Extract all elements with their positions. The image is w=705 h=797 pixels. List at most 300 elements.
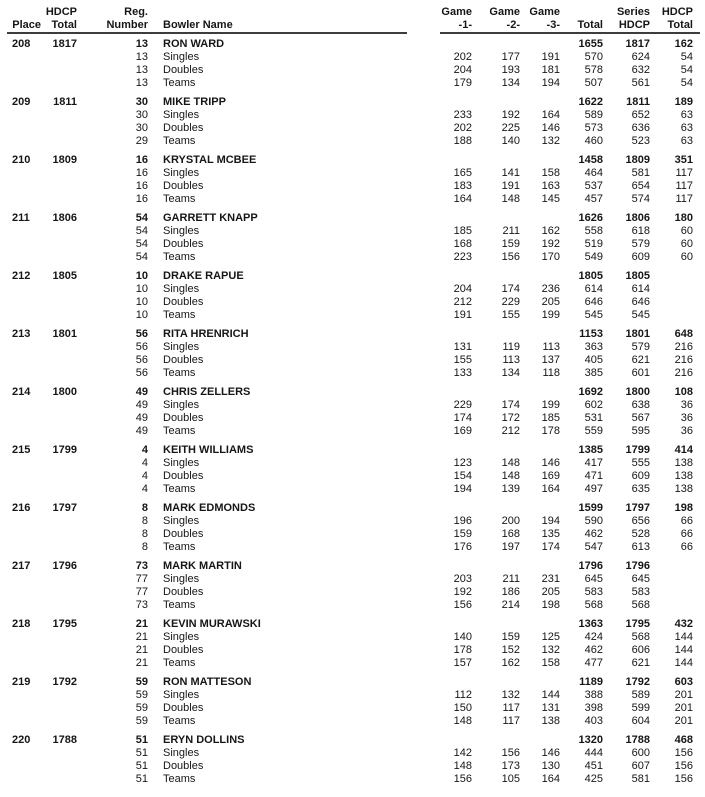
hdcp-cell: 156	[674, 773, 693, 785]
series-hdcp-cell: 1788	[625, 734, 650, 746]
total-cell: 444	[584, 747, 603, 759]
event-label-cell: Doubles	[163, 64, 204, 76]
game3-cell: 185	[541, 412, 560, 424]
series-hdcp-cell: 600	[631, 747, 650, 759]
col-header-game1-line1: Game	[441, 6, 472, 18]
series-hdcp-cell: 609	[631, 470, 650, 482]
reg-number-cell: 8	[141, 502, 148, 514]
event-reg-number-cell: 16	[135, 193, 148, 205]
series-hdcp-cell: 1806	[625, 212, 650, 224]
event-row	[0, 425, 705, 438]
game3-cell: 199	[541, 399, 560, 411]
col-header-hdcp-total	[45, 6, 80, 32]
game3-cell	[520, 676, 560, 689]
hdcp-cell	[650, 599, 693, 612]
hdcp-cell	[650, 283, 693, 296]
hdcp-cell: 117	[675, 180, 693, 192]
total-cell: 1622	[578, 96, 603, 108]
place-cell-empty	[0, 586, 45, 599]
event-reg-number-cell: 4	[141, 470, 148, 482]
header-divider	[0, 32, 705, 36]
col-header-reg-line1: Reg.	[124, 6, 148, 18]
hdcp-total-empty	[45, 773, 80, 786]
series-hdcp-cell: 1801	[625, 328, 650, 340]
event-row	[0, 109, 705, 122]
hdcp-cell: 144	[674, 644, 693, 656]
bowler-name-cell: ERYN DOLLINS	[163, 734, 245, 746]
game1-cell: 203	[453, 573, 472, 585]
hdcp-total-empty	[45, 715, 80, 728]
total-cell: 471	[584, 470, 603, 482]
hdcp-cell: 138	[674, 483, 693, 495]
hdcp-total-empty	[45, 77, 80, 90]
hdcp-cell	[650, 573, 693, 586]
hdcp-cell: 216	[674, 341, 693, 353]
col-header-reg-line2: Number	[106, 19, 148, 31]
event-reg-number-cell: 56	[135, 341, 148, 353]
game2-cell: 186	[501, 586, 520, 598]
total-cell: 1692	[578, 386, 603, 398]
total-cell: 545	[584, 309, 603, 321]
game2-cell: 193	[501, 64, 520, 76]
bowler-summary-row	[0, 96, 705, 109]
place-cell-empty	[0, 341, 45, 354]
hdcp-cell: 54	[680, 77, 693, 89]
col-header-game3	[520, 6, 560, 32]
hdcp-total-empty	[45, 283, 80, 296]
col-header-game3-line2: -3-	[546, 19, 560, 31]
game2-cell: 214	[501, 599, 520, 611]
series-hdcp-cell: 656	[631, 515, 650, 527]
hdcp-total-cell: 1796	[52, 560, 77, 572]
place-cell: 213	[12, 328, 31, 340]
hdcp-cell: 36	[680, 425, 693, 437]
place-cell-empty	[0, 541, 45, 554]
hdcp-cell: 414	[674, 444, 693, 456]
total-cell: 519	[584, 238, 603, 250]
bowler-summary-row	[0, 502, 705, 515]
bowler-summary-row	[0, 734, 705, 747]
hdcp-total-empty	[45, 689, 80, 702]
hdcp-cell	[650, 270, 693, 283]
place-cell-empty	[0, 167, 45, 180]
game1-cell	[420, 328, 472, 341]
game1-cell	[420, 38, 472, 51]
bowler-group	[0, 502, 705, 554]
game1-cell: 164	[453, 193, 472, 205]
series-hdcp-cell: 606	[631, 644, 650, 656]
game3-cell: 135	[541, 528, 560, 540]
game1-cell: 178	[453, 644, 472, 656]
game2-cell	[472, 270, 520, 283]
place-cell-empty	[0, 309, 45, 322]
series-hdcp-cell: 1811	[626, 96, 650, 108]
hdcp-cell: 468	[674, 734, 693, 746]
bowler-name-cell: KRYSTAL MCBEE	[163, 154, 257, 166]
event-label-cell: Doubles	[163, 644, 204, 656]
hdcp-cell: 198	[674, 502, 693, 514]
total-cell: 589	[584, 109, 603, 121]
event-row	[0, 135, 705, 148]
hdcp-total-empty	[45, 341, 80, 354]
series-hdcp-cell: 614	[631, 283, 650, 295]
series-hdcp-cell: 621	[631, 657, 650, 669]
hdcp-cell: 351	[674, 154, 693, 166]
place-cell-empty	[0, 457, 45, 470]
series-hdcp-cell: 1817	[625, 38, 650, 50]
game3-cell: 231	[541, 573, 560, 585]
total-cell: 462	[584, 528, 603, 540]
place-cell-empty	[0, 470, 45, 483]
event-row	[0, 354, 705, 367]
game3-cell: 178	[541, 425, 560, 437]
bowler-summary-row	[0, 38, 705, 51]
place-cell-empty	[0, 64, 45, 77]
col-header-hdcp-right-line1: HDCP	[661, 6, 693, 18]
hdcp-cell: 54	[680, 51, 693, 63]
bowler-summary-row	[0, 676, 705, 689]
game3-cell	[520, 212, 560, 225]
total-cell: 1599	[578, 502, 603, 514]
total-cell: 645	[584, 573, 603, 585]
game3-cell: 158	[541, 167, 560, 179]
game3-cell: 205	[541, 586, 560, 598]
total-cell: 405	[584, 354, 603, 366]
event-label-cell: Teams	[163, 541, 196, 553]
event-label-cell: Singles	[163, 283, 200, 295]
game3-cell: 113	[542, 341, 560, 353]
event-row	[0, 283, 705, 296]
hdcp-total-empty	[45, 64, 80, 77]
event-label-cell: Doubles	[163, 296, 204, 308]
hdcp-cell: 201	[674, 702, 693, 714]
bowler-name-cell: MIKE TRIPP	[163, 96, 226, 108]
event-reg-number-cell: 51	[135, 760, 148, 772]
total-cell: 403	[584, 715, 603, 727]
col-header-total	[560, 6, 603, 32]
game2-cell: 162	[501, 657, 520, 669]
bowler-group	[0, 734, 705, 786]
total-cell: 1626	[578, 212, 603, 224]
reg-number-cell: 16	[135, 154, 148, 166]
bowler-name-cell: KEVIN MURAWSKI	[163, 618, 261, 630]
hdcp-cell: 138	[674, 470, 693, 482]
game2-cell: 229	[501, 296, 520, 308]
hdcp-cell: 63	[680, 109, 693, 121]
hdcp-cell	[650, 586, 693, 599]
hdcp-cell: 189	[674, 96, 693, 108]
game2-cell: 152	[501, 644, 520, 656]
game2-cell: 155	[501, 309, 520, 321]
hdcp-cell: 36	[680, 399, 693, 411]
col-header-total-line2: Total	[577, 19, 603, 31]
reg-number-cell: 54	[135, 212, 148, 224]
series-hdcp-cell: 583	[631, 586, 650, 598]
place-cell-empty	[0, 51, 45, 64]
bowler-summary-row	[0, 270, 705, 283]
event-label-cell: Teams	[163, 773, 196, 785]
bowler-group	[0, 38, 705, 90]
game3-cell: 125	[541, 631, 560, 643]
total-cell: 568	[584, 599, 603, 611]
event-label-cell: Teams	[163, 599, 196, 611]
total-cell: 1796	[578, 560, 603, 572]
series-hdcp-cell: 568	[631, 631, 650, 643]
place-cell-empty	[0, 715, 45, 728]
event-reg-number-cell: 13	[135, 77, 148, 89]
event-row	[0, 702, 705, 715]
col-header-hdcp-right-line2: Total	[667, 19, 693, 31]
game3-cell: 194	[541, 77, 560, 89]
place-cell-empty	[0, 599, 45, 612]
hdcp-cell: 432	[674, 618, 693, 630]
event-row	[0, 399, 705, 412]
game2-cell: 225	[501, 122, 520, 134]
game2-cell	[472, 676, 520, 689]
event-row	[0, 573, 705, 586]
col-header-place	[0, 6, 45, 32]
game2-cell	[472, 734, 520, 747]
hdcp-total-empty	[45, 167, 80, 180]
game1-cell: 148	[453, 760, 472, 772]
total-cell: 460	[584, 135, 603, 147]
event-label-cell: Doubles	[163, 122, 204, 134]
event-label-cell: Teams	[163, 77, 196, 89]
game3-cell: 163	[541, 180, 560, 192]
hdcp-total-empty	[45, 528, 80, 541]
series-hdcp-cell: 1792	[625, 676, 650, 688]
place-cell: 210	[12, 154, 31, 166]
game1-cell: 168	[453, 238, 472, 250]
event-label-cell: Singles	[163, 341, 200, 353]
game2-cell: 113	[502, 354, 520, 366]
col-header-hdcp-total-right	[650, 6, 693, 32]
game1-cell: 223	[453, 251, 472, 263]
game1-cell: 156	[453, 599, 472, 611]
col-header-bowler-line2: Bowler Name	[163, 19, 233, 31]
game1-cell: 185	[453, 225, 472, 237]
hdcp-total-cell: 1800	[52, 386, 77, 398]
hdcp-total-empty	[45, 747, 80, 760]
place-cell-empty	[0, 773, 45, 786]
game2-cell: 173	[501, 760, 520, 772]
event-label-cell: Singles	[163, 399, 200, 411]
event-row	[0, 64, 705, 77]
standings-body	[0, 38, 705, 786]
col-header-game2-line2: -2-	[506, 19, 520, 31]
series-hdcp-cell: 1805	[625, 270, 650, 282]
event-label-cell: Singles	[163, 515, 200, 527]
hdcp-total-cell: 1799	[52, 444, 77, 456]
event-label-cell: Doubles	[163, 470, 204, 482]
game1-cell	[420, 734, 472, 747]
event-reg-number-cell: 8	[141, 541, 148, 553]
series-hdcp-cell: 604	[631, 715, 650, 727]
game2-cell: 148	[501, 193, 520, 205]
event-label-cell: Teams	[163, 251, 196, 263]
total-cell: 424	[584, 631, 603, 643]
game1-cell	[420, 618, 472, 631]
hdcp-total-empty	[45, 760, 80, 773]
hdcp-total-empty	[45, 631, 80, 644]
hdcp-cell	[650, 309, 693, 322]
bowler-name-cell: RON MATTESON	[163, 676, 252, 688]
event-label-cell: Singles	[163, 167, 200, 179]
hdcp-cell: 63	[680, 135, 693, 147]
hdcp-cell: 63	[680, 122, 693, 134]
total-cell: 570	[584, 51, 603, 63]
event-row	[0, 412, 705, 425]
series-hdcp-cell: 523	[631, 135, 650, 147]
event-label-cell: Singles	[163, 747, 200, 759]
bowler-name-cell: RITA HRENRICH	[163, 328, 249, 340]
event-reg-number-cell: 21	[135, 644, 148, 656]
hdcp-total-empty	[45, 180, 80, 193]
place-cell: 208	[12, 38, 31, 50]
game1-cell: 192	[453, 586, 472, 598]
series-hdcp-cell: 609	[631, 251, 650, 263]
game1-cell: 183	[453, 180, 472, 192]
event-reg-number-cell: 30	[135, 109, 148, 121]
game1-cell: 212	[453, 296, 472, 308]
series-hdcp-cell: 607	[631, 760, 650, 772]
hdcp-cell: 108	[674, 386, 693, 398]
game3-cell: 164	[541, 109, 560, 121]
event-reg-number-cell: 13	[135, 64, 148, 76]
event-reg-number-cell: 54	[135, 238, 148, 250]
series-hdcp-cell: 646	[631, 296, 650, 308]
hdcp-cell: 162	[674, 38, 693, 50]
series-hdcp-cell: 618	[631, 225, 650, 237]
game3-cell	[520, 560, 560, 573]
hdcp-total-empty	[45, 644, 80, 657]
place-cell-empty	[0, 283, 45, 296]
place-cell-empty	[0, 747, 45, 760]
event-reg-number-cell: 59	[135, 715, 148, 727]
place-cell-empty	[0, 515, 45, 528]
event-label-cell: Singles	[163, 689, 200, 701]
hdcp-cell: 156	[674, 747, 693, 759]
hdcp-cell: 201	[674, 689, 693, 701]
col-header-hdcp-total-line1: HDCP	[45, 6, 77, 18]
game3-cell	[520, 328, 560, 341]
reg-number-cell: 10	[135, 270, 148, 282]
place-cell-empty	[0, 412, 45, 425]
event-reg-number-cell: 10	[135, 309, 148, 321]
game2-cell: 105	[501, 773, 520, 785]
game1-cell	[420, 502, 472, 515]
col-header-place-line1	[0, 6, 41, 19]
col-header-game2-line1: Game	[489, 6, 520, 18]
game1-cell: 159	[453, 528, 472, 540]
series-hdcp-cell: 636	[631, 122, 650, 134]
game2-cell	[472, 618, 520, 631]
event-row	[0, 51, 705, 64]
total-cell: 578	[584, 64, 603, 76]
game1-cell	[420, 270, 472, 283]
hdcp-total-empty	[45, 109, 80, 122]
game1-cell: 165	[453, 167, 472, 179]
game2-cell: 117	[502, 702, 520, 714]
series-hdcp-cell: 1809	[625, 154, 650, 166]
bowler-summary-row	[0, 154, 705, 167]
bowler-group	[0, 618, 705, 670]
game3-cell: 146	[541, 747, 560, 759]
game2-cell	[472, 154, 520, 167]
event-row	[0, 483, 705, 496]
place-cell-empty	[0, 251, 45, 264]
game3-cell	[520, 38, 560, 51]
event-row	[0, 457, 705, 470]
hdcp-total-cell: 1801	[52, 328, 77, 340]
series-hdcp-cell: 601	[631, 367, 650, 379]
event-row	[0, 238, 705, 251]
game2-cell: 148	[501, 470, 520, 482]
hdcp-cell: 603	[674, 676, 693, 688]
event-reg-number-cell: 59	[135, 689, 148, 701]
total-cell: 398	[584, 702, 603, 714]
total-cell: 425	[584, 773, 603, 785]
game1-cell	[420, 154, 472, 167]
bowler-group	[0, 676, 705, 728]
event-row	[0, 689, 705, 702]
event-reg-number-cell: 49	[135, 412, 148, 424]
game2-cell	[472, 502, 520, 515]
col-header-game3-line1: Game	[529, 6, 560, 18]
place-cell-empty	[0, 354, 45, 367]
series-hdcp-cell: 528	[631, 528, 650, 540]
game3-cell	[520, 386, 560, 399]
hdcp-total-empty	[45, 193, 80, 206]
event-row	[0, 225, 705, 238]
game3-cell: 164	[541, 483, 560, 495]
hdcp-cell: 180	[674, 212, 693, 224]
game2-cell	[472, 386, 520, 399]
game3-cell: 170	[541, 251, 560, 263]
series-hdcp-cell: 545	[631, 309, 650, 321]
game2-cell	[472, 96, 520, 109]
event-reg-number-cell: 73	[135, 599, 148, 611]
event-label-cell: Teams	[163, 425, 196, 437]
bowler-group	[0, 154, 705, 206]
col-header-bowler-name	[150, 6, 420, 32]
total-cell: 1363	[578, 618, 603, 630]
event-label-cell: Teams	[163, 657, 196, 669]
game3-cell: 199	[541, 309, 560, 321]
total-cell: 1189	[579, 676, 603, 688]
game3-cell: 162	[541, 225, 560, 237]
event-label-cell: Doubles	[163, 528, 204, 540]
col-header-game2	[472, 6, 520, 32]
total-cell: 547	[584, 541, 603, 553]
total-cell: 507	[584, 77, 603, 89]
place-cell-empty	[0, 689, 45, 702]
game1-cell: 142	[453, 747, 472, 759]
bowler-group	[0, 270, 705, 322]
game2-cell: 159	[501, 238, 520, 250]
game2-cell: 191	[501, 180, 520, 192]
game2-cell: 139	[501, 483, 520, 495]
total-cell: 531	[584, 412, 603, 424]
series-hdcp-cell: 635	[631, 483, 650, 495]
hdcp-cell: 66	[680, 541, 693, 553]
place-cell-empty	[0, 528, 45, 541]
event-label-cell: Teams	[163, 135, 196, 147]
hdcp-total-empty	[45, 354, 80, 367]
place-cell-empty	[0, 657, 45, 670]
series-hdcp-cell: 1795	[625, 618, 650, 630]
game3-cell: 145	[541, 193, 560, 205]
